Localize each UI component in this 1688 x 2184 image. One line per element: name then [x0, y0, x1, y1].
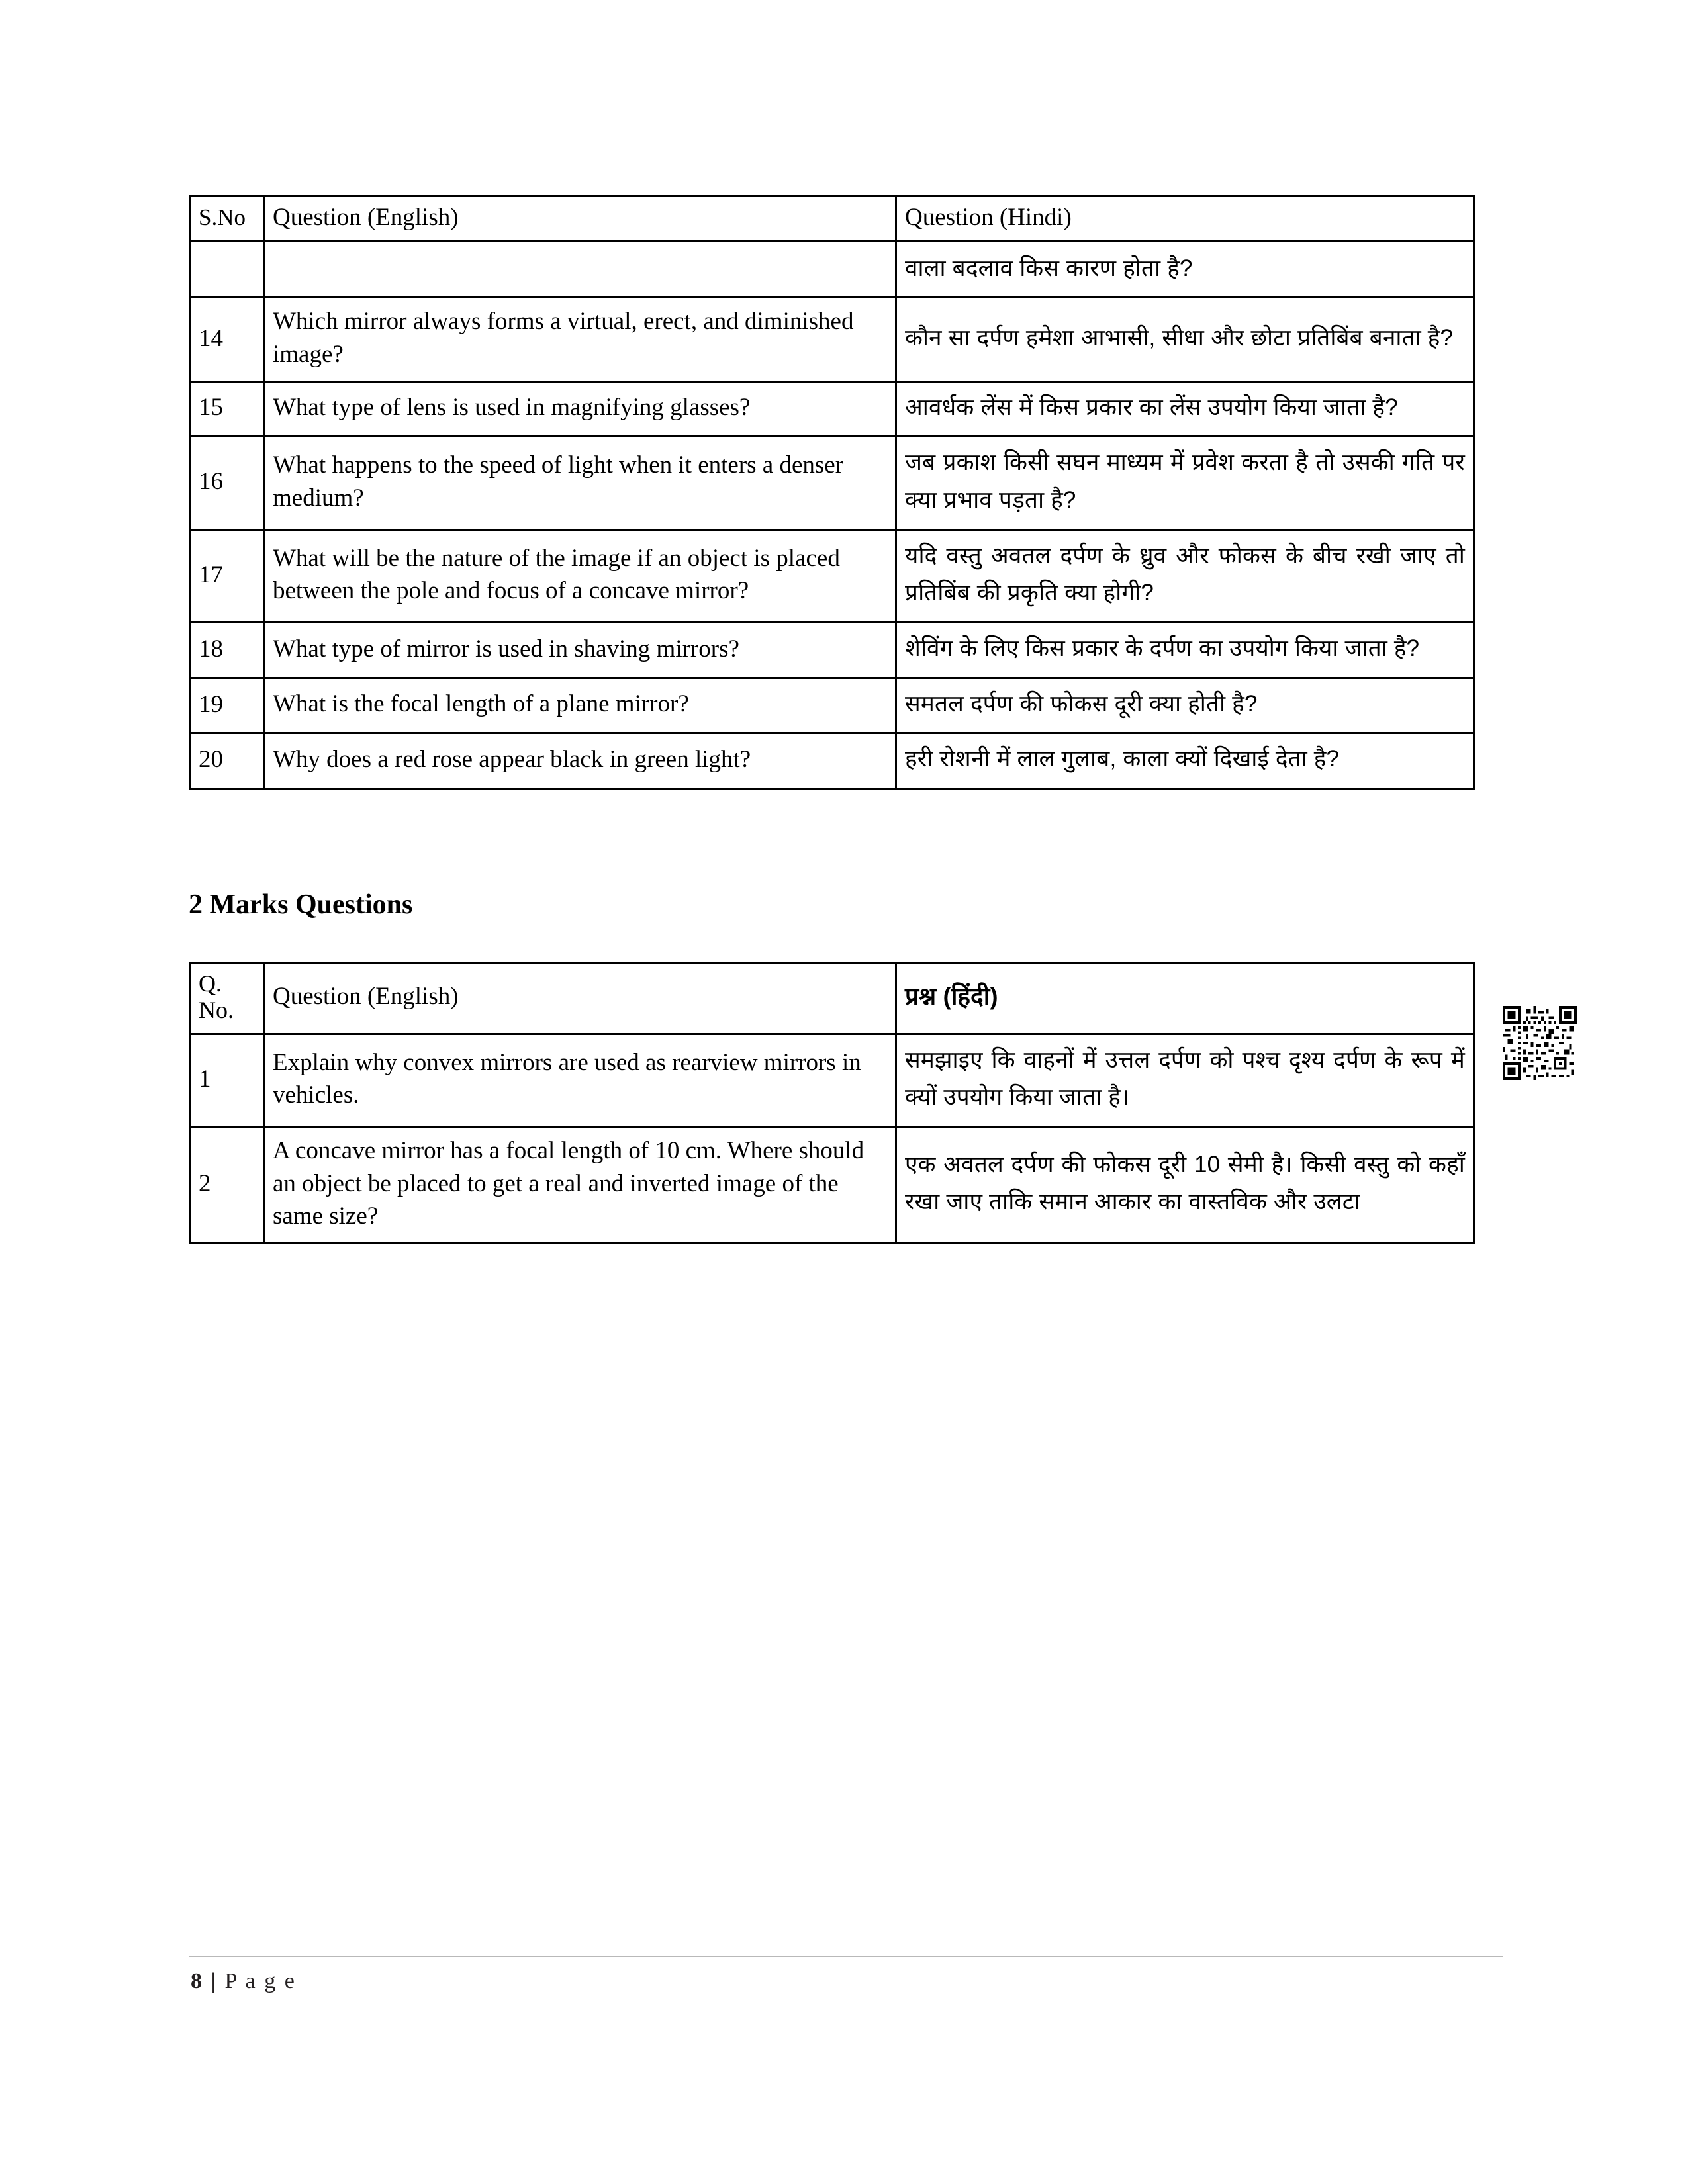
row-sno [190, 242, 264, 298]
table-row [190, 529, 1474, 622]
page-content [189, 195, 1503, 1244]
section-spacer [189, 790, 1503, 889]
table-row [190, 733, 1474, 789]
header-sno: S.No [190, 197, 264, 242]
questions-table-2-marks [189, 962, 1475, 1244]
row-question-english: Why does a red rose appear black in green light? [264, 733, 896, 789]
header-qno: Q. No. [190, 963, 264, 1034]
row-sno: 15 [190, 381, 264, 437]
table-row [190, 1034, 1474, 1126]
row-sno: 18 [190, 623, 264, 678]
header-question-hindi: प्रश्न (हिंदी) [896, 963, 1474, 1034]
section-heading-2-marks: 2 Marks Questions [189, 889, 413, 921]
row-question-hindi: जब प्रकाश किसी सघन माध्यम में प्रवेश करता है तो उसकी गति पर क्या प्रभाव पड़ता है? [896, 437, 1474, 529]
row-question-english: What happens to the speed of light when it enters a denser medium? [264, 437, 896, 529]
footer-divider [189, 1956, 1503, 1957]
row-question-hindi: एक अवतल दर्पण की फोकस दूरी 10 सेमी है। किसी वस्तु को कहाँ रखा जाए ताकि समान आकार का वास्तविक और उलटा [896, 1127, 1474, 1244]
row-question-hindi: समझाइए कि वाहनों में उत्तल दर्पण को पश्च दृश्य दर्पण के रूप में क्यों उपयोग किया जाता है। [896, 1034, 1474, 1126]
table-header-row [190, 197, 1474, 242]
row-sno: 19 [190, 678, 264, 733]
row-sno: 2 [190, 1127, 264, 1244]
row-question-hindi: वाला बदलाव किस कारण होता है? [896, 242, 1474, 298]
row-question-english [264, 242, 896, 298]
row-question-english: Which mirror always forms a virtual, erect, and diminished image? [264, 298, 896, 381]
row-question-english: What type of mirror is used in shaving mirrors? [264, 623, 896, 678]
row-question-english: A concave mirror has a focal length of 10 cm. Where should an object be placed to get a real and inverted image of the same size? [264, 1127, 896, 1244]
table-row [190, 1127, 1474, 1244]
row-question-english: What type of lens is used in magnifying glasses? [264, 381, 896, 437]
table-row [190, 623, 1474, 678]
row-sno: 16 [190, 437, 264, 529]
row-sno: 17 [190, 529, 264, 622]
row-question-english: What is the focal length of a plane mirror? [264, 678, 896, 733]
row-sno: 14 [190, 298, 264, 381]
row-sno: 1 [190, 1034, 264, 1126]
header-question-hindi: Question (Hindi) [896, 197, 1474, 242]
table-row [190, 242, 1474, 298]
row-question-hindi: समतल दर्पण की फोकस दूरी क्या होती है? [896, 678, 1474, 733]
row-question-hindi: कौन सा दर्पण हमेशा आभासी, सीधा और छोटा प्रतिबिंब बनाता है? [896, 298, 1474, 381]
qr-code-icon [1503, 1006, 1577, 1080]
table-row [190, 437, 1474, 529]
questions-table-1-mark [189, 195, 1475, 790]
footer-label: P a g e [224, 1969, 297, 1993]
table-row [190, 298, 1474, 381]
table-header-row [190, 963, 1474, 1034]
heading-spacer [189, 921, 1503, 962]
footer-separator: | [211, 1969, 218, 1993]
header-question-english: Question (English) [264, 197, 896, 242]
page-footer [191, 1969, 296, 1994]
header-question-english: Question (English) [264, 963, 896, 1034]
row-question-english: What will be the nature of the image if an object is placed between the pole and focus of a concave mirror? [264, 529, 896, 622]
row-sno: 20 [190, 733, 264, 789]
table-row [190, 678, 1474, 733]
qr-code-svg [1503, 1006, 1577, 1080]
row-question-hindi: यदि वस्तु अवतल दर्पण के ध्रुव और फोकस के बीच रखी जाए तो प्रतिबिंब की प्रकृति क्या होगी? [896, 529, 1474, 622]
row-question-english: Explain why convex mirrors are used as rearview mirrors in vehicles. [264, 1034, 896, 1126]
footer-page-number: 8 [191, 1969, 204, 1993]
row-question-hindi: हरी रोशनी में लाल गुलाब, काला क्यों दिखाई देता है? [896, 733, 1474, 789]
table-row [190, 381, 1474, 437]
row-question-hindi: शेविंग के लिए किस प्रकार के दर्पण का उपयोग किया जाता है? [896, 623, 1474, 678]
row-question-hindi: आवर्धक लेंस में किस प्रकार का लेंस उपयोग किया जाता है? [896, 381, 1474, 437]
